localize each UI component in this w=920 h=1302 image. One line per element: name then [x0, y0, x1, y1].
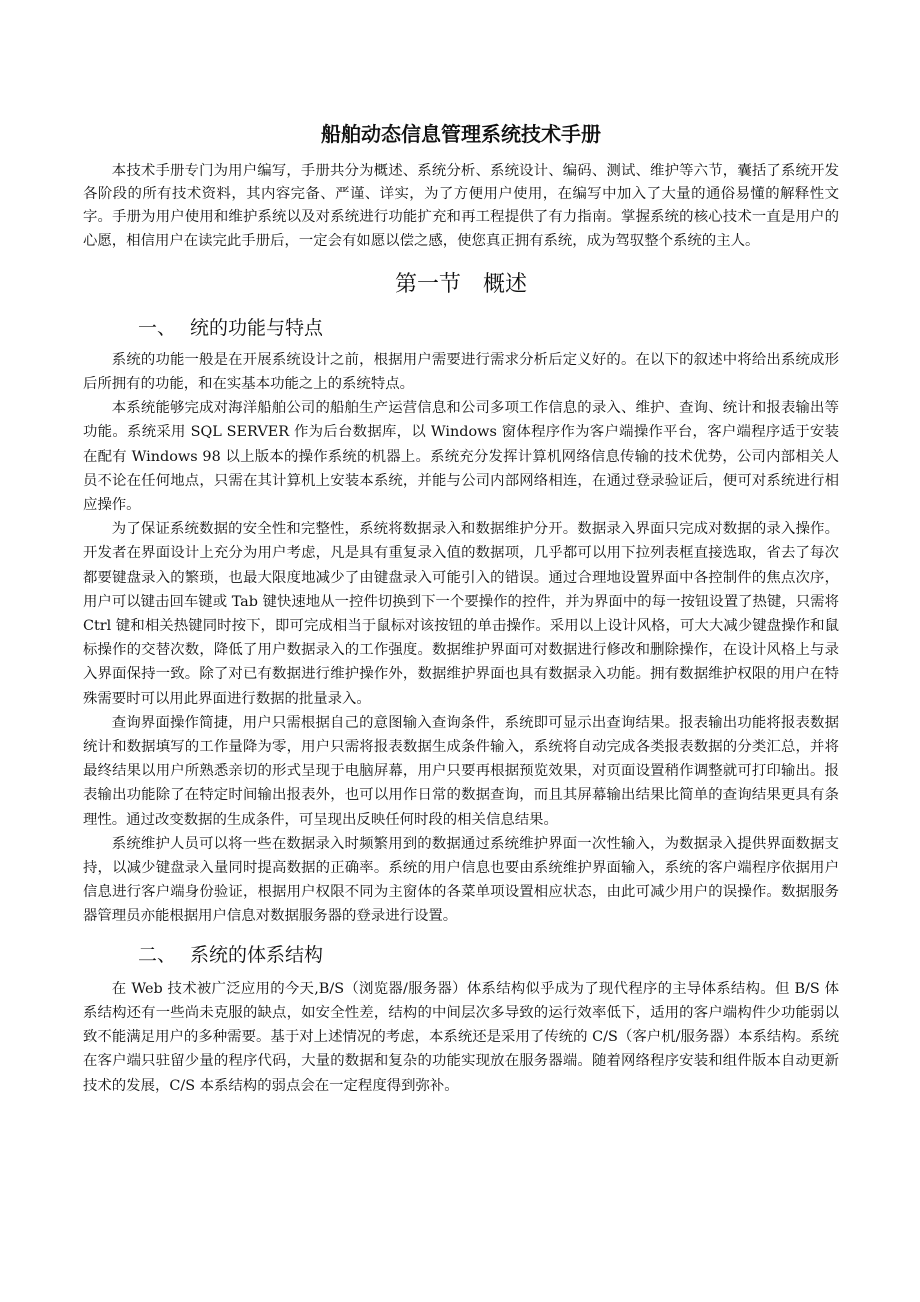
subsection-heading-text: 统的功能与特点	[190, 316, 324, 339]
intro-paragraph: 本技术手册专门为用户编写，手册共分为概述、系统分析、系统设计、编码、测试、维护等六节，囊括了系统开发各阶段的所有技术资料，其内容完备、严谨、详实，为了方便用户使用，在编写中加入了大量的通俗易懂的解释性文字。手册为用户使用和维护系统以及对系统进行功能扩充和再工程提供了有力指南。掌握系统的核心技术一直是用户的心愿，相信用户在读完此手册后，一定会有如愿以偿之感，使您真正拥有系统，成为驾驭整个系统的主人。	[83, 163, 839, 249]
subsection-number: 一、	[138, 316, 177, 339]
subsection-heading-text: 系统的体系结构	[190, 943, 324, 966]
document-page	[83, 118, 839, 1098]
body-paragraph: 查询界面操作简捷，用户只需根据自己的意图输入查询条件，系统即可显示出查询结果。报表输出功能将报表数据统计和数据填写的工作量降为零，用户只需将报表数据生成条件输入，系统将自动完成各类报表数据的分类汇总，并将最终结果以用户所熟悉亲切的形式呈现于电脑屏幕，用户只要再根据预览效果，对页面设置稍作调整就可打印输出。报表输出功能除了在特定时间输出报表外，也可以用作日常的数据查询，而且其屏幕输出结果比简单的查询结果更具有条理性。通过改变数据的生成条件，可呈现出反映任何时段的相关信息结果。	[83, 714, 839, 828]
subsection-body	[83, 977, 839, 1098]
body-paragraph: 本系统能够完成对海洋船舶公司的船舶生产运营信息和公司多项工作信息的录入、维护、查询、统计和报表输出等功能。系统采用 SQL SERVER 作为后台数据库，以 Windows 窗体程序作为客户端操作平台，客户端程序适于安装在配有 Windows 98 以上版本的操作系统的机器上。系统充分发挥计算机网络信息传输的技术优势，公司内部相关人员不论在任何地点，只需在其计算机上安装本系统，并能与公司内部网络相连，在通过登录验证后，便可对系统进行相应操作。	[83, 400, 839, 514]
document-title: 船舶动态信息管理系统技术手册	[321, 122, 601, 146]
body-paragraph: 在 Web 技术被广泛应用的今天,B/S（浏览器/服务器）体系结构似乎成为了现代程序的主导体系结构。但 B/S 体系结构还有一些尚未克服的缺点，如安全性差，结构的中间层次多导致的运行效率低下，适用的客户端构件少功能弱以致不能满足用户的多种需要。基于对上述情况的考虑，本系统还是采用了传统的 C/S（客户机/服务器）本系结构。系统在客户端只驻留少量的程序代码，大量的数据和复杂的功能实现放在服务器端。随着网络程序安装和组件版本自动更新技术的发展，C/S 本系结构的弱点会在一定程度得到弥补。	[83, 980, 839, 1094]
body-paragraph: 系统的功能一般是在开展系统设计之前，根据用户需要进行需求分析后定义好的。在以下的叙述中将给出系统成形后所拥有的功能，和在实基本功能之上的系统特点。	[83, 351, 839, 393]
subsection-heading	[138, 314, 839, 342]
subsection-body	[83, 348, 839, 929]
section-title: 第一节 概述	[394, 271, 527, 297]
subsection-heading	[138, 941, 839, 969]
subsection-number: 二、	[138, 943, 177, 966]
body-paragraph: 系统维护人员可以将一些在数据录入时频繁用到的数据通过系统维护界面一次性输入，为数据录入提供界面数据支持，以减少键盘录入量同时提高数据的正确率。系统的用户信息也要由系统维护界面输入，系统的客户端程序依据用户信息进行客户端身份验证，根据用户权限不同为主窗体的各菜单项设置相应状态，由此可减少用户的误操作。数据服务器管理员亦能根据用户信息对数据服务器的登录进行设置。	[83, 835, 839, 925]
body-paragraph: 为了保证系统数据的安全性和完整性，系统将数据录入和数据维护分开。数据录入界面只完成对数据的录入操作。开发者在界面设计上充分为用户考虑，凡是具有重复录入值的数据项，几乎都可以用下拉列表框直接选取，省去了每次都要键盘录入的繁琐，也最大限度地减少了由键盘录入可能引入的错误。通过合理地设置界面中各控制件的焦点次序，用户可以键击回车键或 Tab 键快速地从一控件切换到下一个要操作的控件，并为界面中的每一按钮设置了热键，只需将 Ctrl 键和相关热键同时按下，即可完成相当于鼠标对该按钮的单击操作。采用以上设计风格，可大大减少键盘操作和鼠标操作的交替次数，降低了用户数据录入的工作强度。数据维护界面可对数据进行修改和删除操作，在设计风格上与录入界面保持一致。除了对已有数据进行维护操作外，数据维护界面也具有数据录入功能。拥有数据维护权限的用户在特殊需要时可以用此界面进行数据的批量录入。	[83, 521, 839, 707]
